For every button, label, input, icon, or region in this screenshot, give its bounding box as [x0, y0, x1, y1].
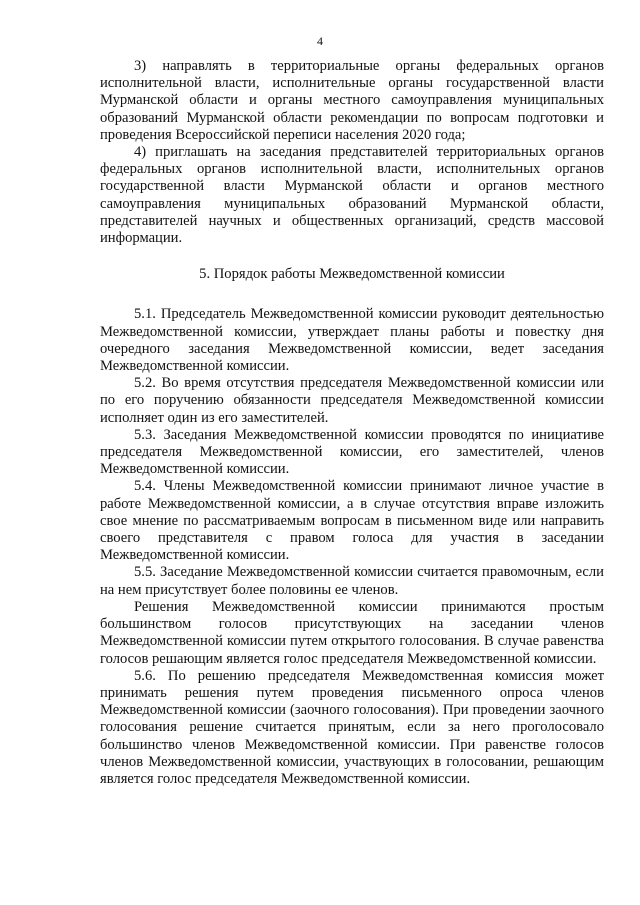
paragraph-decisions: Решения Межведомственной комиссии принимаются простым большинством голосов присутствующих на заседании членов Межведомственной комиссии путем открытого голосования. В случае равенства голосов решающим является голос председателя Межведомственной комиссии.: [100, 598, 604, 667]
paragraph-5-2: 5.2. Во время отсутствия председателя Межведомственной комиссии или по его поручению обязанности председателя Межведомственной комиссии исполняет один из его заместителей.: [100, 375, 604, 426]
paragraph-5-1: 5.1. Председатель Межведомственной комиссии руководит деятельностью Межведомственной комиссии, утверждает планы работы и повестку дня очередного заседания Межведомственной комиссии, ведет заседания Межведомственной комиссии.: [100, 306, 604, 375]
paragraph-5-4: 5.4. Члены Межведомственной комиссии принимают личное участие в работе Межведомственной комиссии, а в случае отсутствия вправе изложить свое мнение по рассматриваемым вопросам в письменном виде или направить своего представителя с правом голоса для участия в заседании Межведомственной комиссии.: [100, 478, 604, 564]
paragraph-5-5: 5.5. Заседание Межведомственной комиссии считается правомочным, если на нем присутствует более половины ее членов.: [100, 564, 604, 598]
paragraph-5-3: 5.3. Заседания Межведомственной комиссии проводятся по инициативе председателя Межведомственной комиссии, его заместителей, членов Межведомственной комиссии.: [100, 426, 604, 478]
paragraph-item-3: 3) направлять в территориальные органы федеральных органов исполнительной власти, исполнительные органы государственной власти Мурманской области и органы местного самоуправления муниципальных образований Мурманской области рекомендации по вопросам подготовки и проведения Всероссийской переписи населения 2020 года;: [100, 58, 604, 143]
document-body: [100, 58, 604, 788]
page-number: 4: [317, 34, 323, 48]
section-heading: 5. Порядок работы Межведомственной комиссии: [199, 266, 505, 283]
paragraph-item-4: 4) приглашать на заседания представителей территориальных органов федеральных органов исполнительной власти, исполнительных органов государственной власти Мурманской области и органов местного самоуправления муниципальных образований Мурманской области, представителей научных и общественных организаций, средств массовой информации.: [100, 144, 604, 247]
paragraph-5-6: 5.6. По решению председателя Межведомственная комиссия может принимать решения путем проведения письменного опроса членов Межведомственной комиссии (заочного голосования). При проведении заочного голосования решение считается принятым, если за него проголосовало большинство членов Межведомственной комиссии. При равенстве голосов членов Межведомственной комиссии, участвующих в голосовании, решающим является голос председателя Межведомственной комиссии.: [100, 667, 604, 787]
